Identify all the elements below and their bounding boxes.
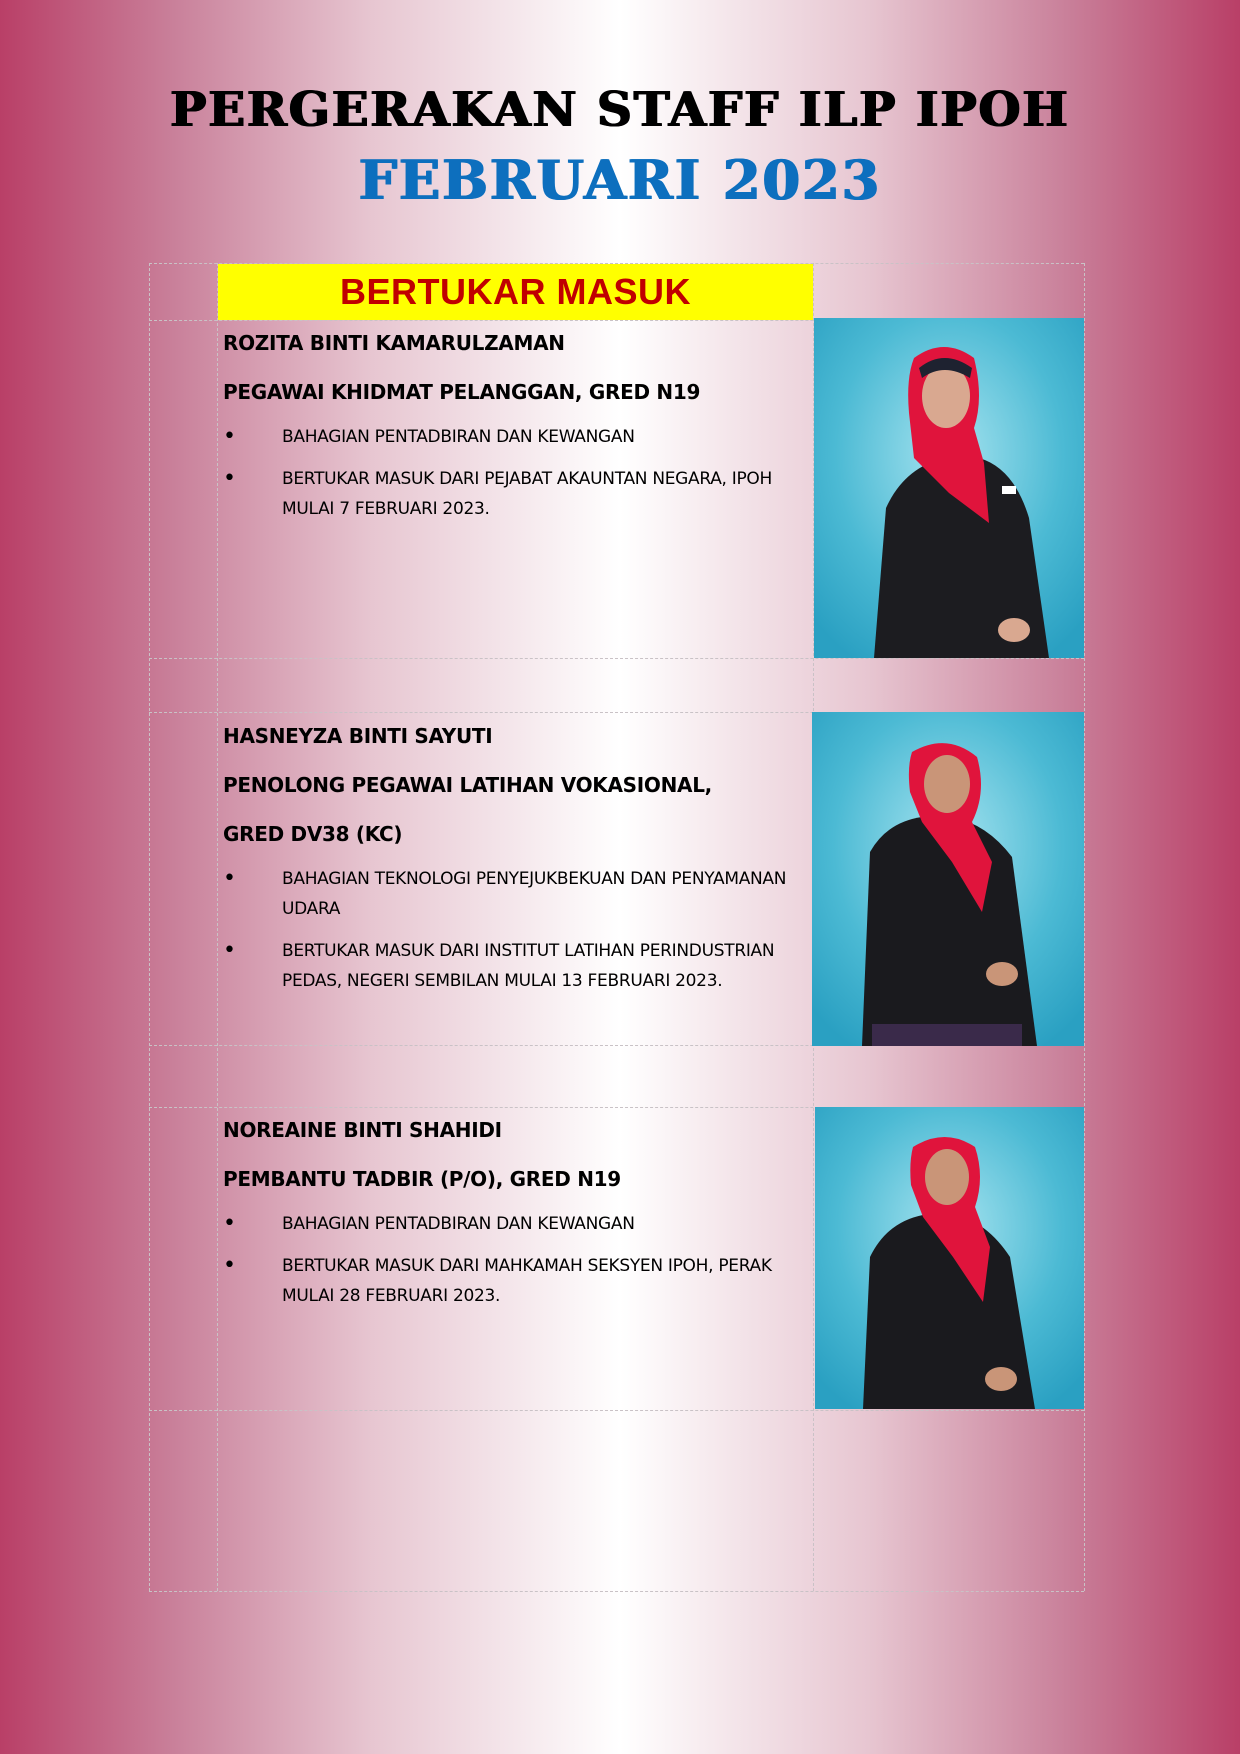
portrait-image xyxy=(815,1107,1084,1409)
staff-name: NOREAINE BINTI SHAHIDI xyxy=(223,1118,502,1142)
detail-item: • BERTUKAR MASUK DARI MAHKAMAH SEKSYEN IPOH, PERAK MULAI 28 FEBRUARI 2023. xyxy=(223,1251,811,1311)
page-title: PERGERAKAN STAFF ILP IPOH xyxy=(170,82,1070,138)
staff-position: PENOLONG PEGAWAI LATIHAN VOKASIONAL, xyxy=(223,773,712,797)
grid-line xyxy=(149,1410,1084,1411)
staff-photo xyxy=(815,1107,1084,1409)
staff-name: ROZITA BINTI KAMARULZAMAN xyxy=(223,331,565,355)
staff-position: PEMBANTU TADBIR (P/O), GRED N19 xyxy=(223,1167,621,1191)
grid-line xyxy=(149,1591,1084,1592)
staff-entry xyxy=(223,723,811,1008)
detail-item: • BAHAGIAN PENTADBIRAN DAN KEWANGAN xyxy=(223,422,811,452)
portrait-image xyxy=(812,712,1084,1046)
staff-name: HASNEYZA BINTI SAYUTI xyxy=(223,724,493,748)
section-banner: BERTUKAR MASUK xyxy=(218,264,813,320)
staff-photo xyxy=(812,712,1084,1046)
page-subtitle: FEBRUARI 2023 xyxy=(358,148,882,212)
staff-entry xyxy=(223,330,811,536)
staff-position: PEGAWAI KHIDMAT PELANGGAN, GRED N19 xyxy=(223,380,701,404)
staff-details xyxy=(223,864,811,996)
staff-details xyxy=(223,422,811,524)
grid-line xyxy=(149,658,1084,659)
staff-details xyxy=(223,1209,811,1311)
detail-item: • BAHAGIAN TEKNOLOGI PENYEJUKBEKUAN DAN PENYAMANAN UDARA xyxy=(223,864,811,924)
detail-item: • BAHAGIAN PENTADBIRAN DAN KEWANGAN xyxy=(223,1209,811,1239)
staff-entry xyxy=(223,1117,811,1323)
grid-line xyxy=(217,263,218,1591)
portrait-image xyxy=(814,318,1084,658)
staff-position-grade: GRED DV38 (KC) xyxy=(223,822,403,846)
detail-item: • BERTUKAR MASUK DARI PEJABAT AKAUNTAN NEGARA, IPOH MULAI 7 FEBRUARI 2023. xyxy=(223,464,811,524)
staff-photo xyxy=(814,318,1084,658)
detail-item: • BERTUKAR MASUK DARI INSTITUT LATIHAN PERINDUSTRIAN PEDAS, NEGERI SEMBILAN MULAI 13 FEBRUARI 2023. xyxy=(223,936,811,996)
grid-line xyxy=(1084,263,1085,1591)
grid-line xyxy=(149,263,150,1591)
